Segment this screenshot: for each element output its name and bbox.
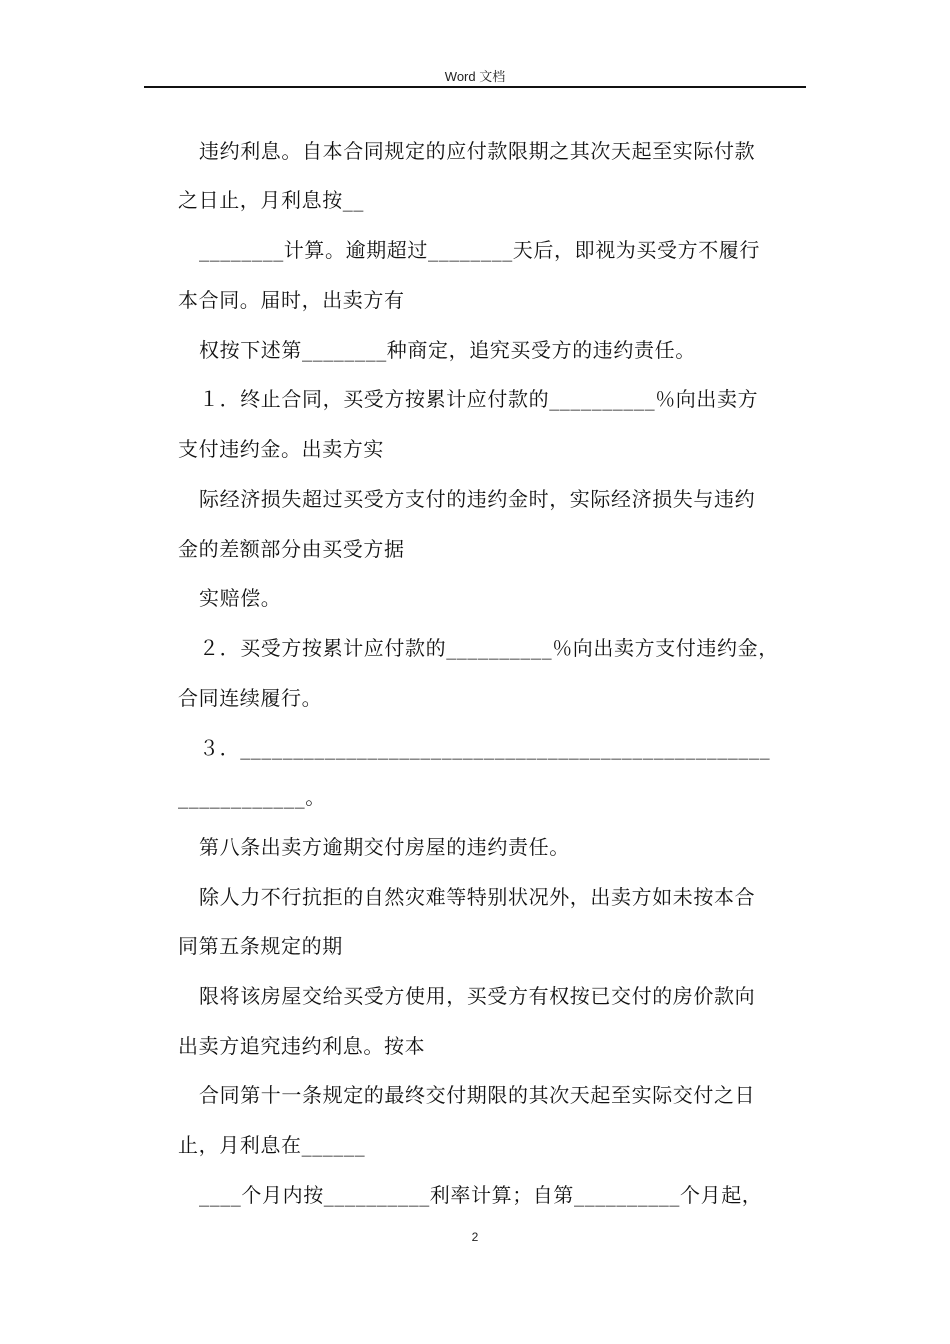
text-line: 止，月利息在______ [178,1133,366,1157]
text-line: 权按下述第________种商定，追究买受方的违约责任。 [199,338,696,362]
text-line: ________计算。逾期超过________天后，即视为买受方不履行 [199,238,760,262]
text-line: ２．买受方按累计应付款的__________％向出卖方支付违约金， [199,636,779,660]
text-line: 实赔偿。 [199,586,282,610]
text-line: 第八条出卖方逾期交付房屋的违约责任。 [199,835,570,859]
text-line: 合同连续履行。 [178,686,323,710]
text-line: 除人力不行抗拒的自然灾难等特别状况外，出卖方如未按本合 [199,885,756,909]
text-line: 合同第十一条规定的最终交付期限的其次天起至实际交付之日 [199,1083,756,1107]
text-line: 违约利息。自本合同规定的应付款限期之其次天起至实际付款 [199,139,756,163]
text-line: 际经济损失超过买受方支付的违约金时，实际经济损失与违约 [199,487,756,511]
text-line: 金的差额部分由买受方据 [178,537,405,561]
text-line: ____个月内按__________利率计算；自第__________个月起， [199,1183,763,1207]
text-line: 之日止，月利息按__ [178,188,364,212]
text-line: 支付违约金。出卖方实 [178,437,384,461]
text-line: 出卖方追究违约利息。按本 [178,1034,426,1058]
header-divider [144,86,806,88]
text-line: 本合同。届时，出卖方有 [178,288,405,312]
page-header-title: Word 文档 [444,69,506,84]
page-number: 2 [471,1230,479,1244]
text-line: 限将该房屋交给买受方使用，买受方有权按已交付的房价款向 [199,984,756,1008]
text-line: ____________。 [178,785,326,809]
text-line: ３．__________________________________________________ [199,736,771,760]
text-line: １．终止合同，买受方按累计应付款的__________％向出卖方 [199,387,759,411]
text-line: 同第五条规定的期 [178,934,343,958]
